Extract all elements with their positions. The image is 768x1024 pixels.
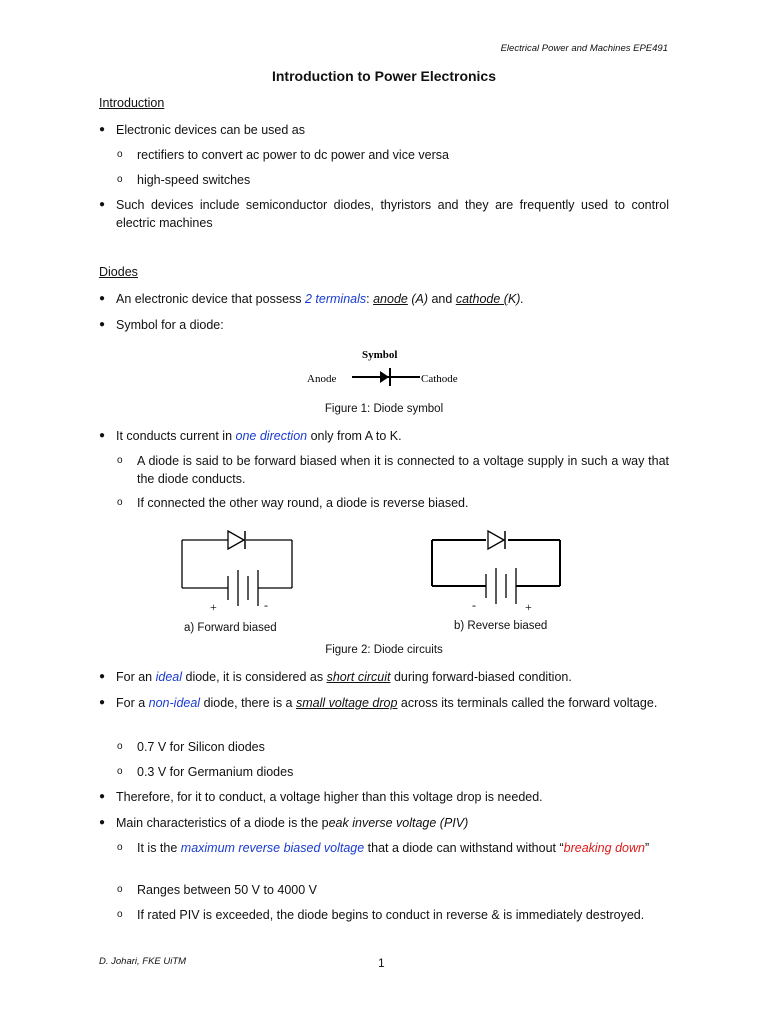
circle-bullet-icon: o [117,741,123,752]
diode-symbol-figure [300,343,470,391]
bullet-icon: ● [99,817,106,828]
list-item: ● Therefore, for it to conduct, a voltage higher than this voltage drop is needed. [99,790,543,804]
list-item: ● It conducts current in one direction only from A to K. [99,429,402,443]
circle-bullet-icon: o [117,766,123,777]
forward-plus-label: + [210,600,217,614]
bullet-icon: ● [99,430,106,441]
page-title: Introduction to Power Electronics [271,68,497,84]
sub-list-item: o 0.7 V for Silicon diodes [117,740,265,754]
bullet-icon: ● [99,199,106,210]
symbol-label: Symbol [362,349,398,361]
list-item: ● Such devices include semiconductor diodes, thyristors and they are frequently used to control electric machines [99,198,669,230]
sub-list-item: o Ranges between 50 V to 4000 V [117,883,317,897]
reverse-biased-circuit [430,528,565,618]
cathode-label: Cathode [421,373,458,385]
diode-icon [228,531,244,549]
sub-list-item: o If connected the other way round, a diode is reverse biased. [117,496,469,510]
sub-list-item: o high-speed switches [117,173,251,187]
diode-triangle [380,371,389,383]
circle-bullet-icon: o [117,497,123,508]
bullet-icon: ● [99,697,106,708]
list-item: ● Symbol for a diode: [99,318,224,332]
sub-list-item: o rectifiers to convert ac power to dc power and vice versa [117,148,449,162]
page-header: Electrical Power and Machines EPE491 [500,43,668,54]
bullet-icon: ● [99,293,106,304]
sub-list-item: o 0.3 V for Germanium diodes [117,765,294,779]
list-item: ● Main characteristics of a diode is the peak inverse voltage (PIV) [99,816,469,830]
reverse-plus-label: + [525,600,532,614]
footer-author: D. Johari, FKE UiTM [99,956,187,967]
bullet-icon: ● [99,124,106,135]
circle-bullet-icon: o [117,842,123,853]
figure-2b-caption: b) Reverse biased [454,620,548,632]
circle-bullet-icon: o [117,174,123,185]
list-item: ● An electronic device that possess 2 terminals: anode (A) and cathode (K). [99,292,524,306]
list-item: ● For an ideal diode, it is considered as short circuit during forward-biased condition. [99,670,572,684]
forward-biased-circuit [178,528,298,618]
page-number: 1 [378,956,385,970]
sub-list-item: o It is the maximum reverse biased voltage that a diode can withstand without “breaking down” [117,841,650,855]
bullet-icon: ● [99,671,106,682]
forward-minus-label: - [264,598,268,612]
sub-list-item: o A diode is said to be forward biased when it is connected to a voltage supply in such a way that the diode conducts. [117,454,669,486]
circle-bullet-icon: o [117,149,123,160]
circle-bullet-icon: o [117,909,123,920]
list-item: ● For a non-ideal diode, there is a small voltage drop across its terminals called the forward voltage. [99,696,658,710]
reverse-minus-label: - [472,598,476,612]
figure-2-caption: Figure 2: Diode circuits [325,644,443,656]
diode-icon [488,531,504,549]
circle-bullet-icon: o [117,455,123,466]
figure-2a-caption: a) Forward biased [184,622,277,634]
bullet-icon: ● [99,319,106,330]
bullet-icon: ● [99,791,106,802]
section-heading-diodes: Diodes [99,265,138,279]
anode-label: Anode [307,373,337,385]
circle-bullet-icon: o [117,884,123,895]
figure-1-caption: Figure 1: Diode symbol [324,403,444,415]
sub-list-item: o If rated PIV is exceeded, the diode begins to conduct in reverse & is immediately destroyed. [117,908,645,922]
section-heading-introduction: Introduction [99,96,165,110]
list-item: ● Electronic devices can be used as [99,123,305,137]
